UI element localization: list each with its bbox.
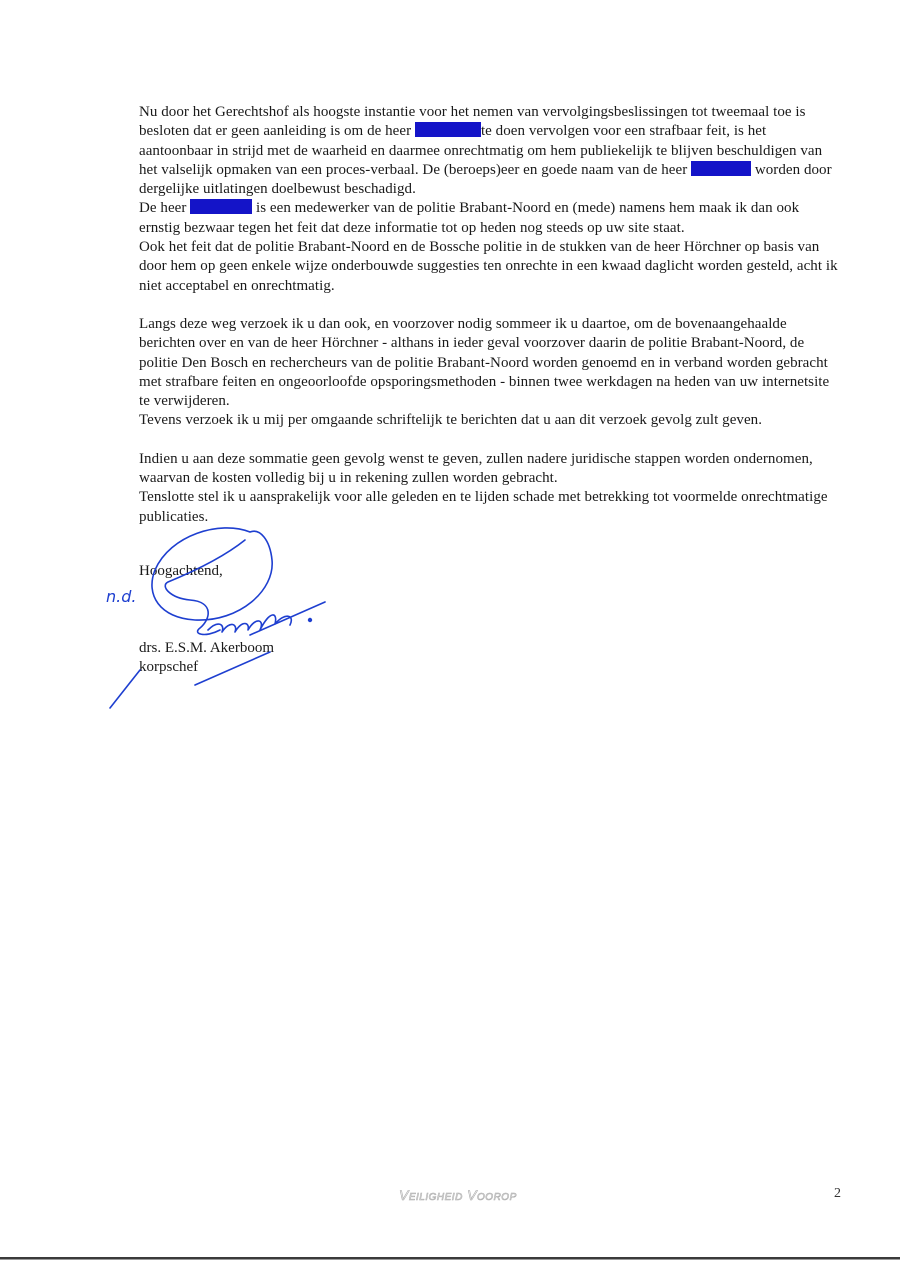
paragraph-1-text-a: Nu door het Gerechtshof als hoogste instantie voor het nemen van vervolgingsbeslissingen tot tweemaal toe is besloten dat er geen aanleiding is om de heer	[139, 104, 806, 140]
bottom-rule-shadow	[0, 1259, 900, 1260]
closing-salutation: Hoogachtend,	[139, 563, 223, 579]
signer-name: drs. E.S.M. Akerboom	[139, 640, 274, 656]
signature-note: n.d.	[106, 587, 137, 606]
paragraph-1-text-b: te doen vervolgen voor een strafbaar feit, is het aantoonbaar in strijd met de waarheid en daarmee onrechtmatig om hem publiekelijk te blijven beschuldigen van het valselijk opmaken van een proces-verbaal. De (beroeps)eer en goede naam van de heer	[139, 123, 823, 178]
signer-title: korpschef	[139, 659, 199, 675]
paragraph-5: Tevens verzoek ik u mij per omgaande schriftelijk te berichten dat u aan dit verzoek gevolg zult geven.	[139, 412, 763, 429]
paragraph-4: Langs deze weg verzoek ik u dan ook, en voorzover nodig sommeer ik u daartoe, om de bovenaangehaalde berichten over en van de heer Hörchner - althans in ieder geval voorzover daarin de politie Brabant-Noord, de politie Den Bosch en rechercheurs van de politie Brabant-Noord worden genoemd en in verband worden gebracht met strafbare feiten en ongeoorloofde opsporingsmethoden - binnen twee werkdagen na heden van uw internetsite te verwijderen.	[139, 315, 830, 410]
paragraph-7: Tenslotte stel ik u aansprakelijk voor alle geleden en te lijden schade met betrekking tot voormelde onrechtmatige publicaties.	[139, 489, 828, 525]
redacted-name-1	[415, 122, 481, 137]
signature-underline	[250, 602, 325, 635]
paragraph-1-text-c: worden door dergelijke uitlatingen doelbewust beschadigd.	[139, 161, 832, 198]
redacted-name-2	[691, 161, 751, 176]
signature-tail	[110, 670, 140, 708]
paragraph-2-text-a: De heer	[139, 200, 191, 217]
paragraph-3: Ook het feit dat de politie Brabant-Noord en de Bossche politie in de stukken van de heer Hörchner op basis van door hem op geen enkele wijze onderbouwde suggesties ten onrechte in een kwaad daglicht worden gesteld, acht ik niet acceptabel en onrechtmatig.	[139, 239, 838, 294]
paragraph-2-text-b: is een medewerker van de politie Brabant-Noord en (mede) namens hem maak ik dan ook ernstig bezwaar tegen het feit dat deze informatie tot op heden nog steeds op uw site staat.	[139, 200, 800, 236]
handwritten-signature	[100, 520, 340, 720]
footer-motto: Veiligheid Voorop	[399, 1187, 517, 1203]
redacted-name-3	[190, 199, 252, 214]
paragraph-6: Indien u aan deze sommatie geen gevolg wenst te geven, zullen nadere juridische stappen worden ondernomen, waarvan de kosten volledig bij u in rekening zullen worden gebracht.	[139, 450, 813, 487]
letter-body	[139, 103, 839, 527]
page-number: 2	[834, 1186, 841, 1201]
paragraph-2	[139, 199, 839, 238]
signature-loop	[152, 528, 272, 620]
paragraph-1	[139, 103, 839, 199]
